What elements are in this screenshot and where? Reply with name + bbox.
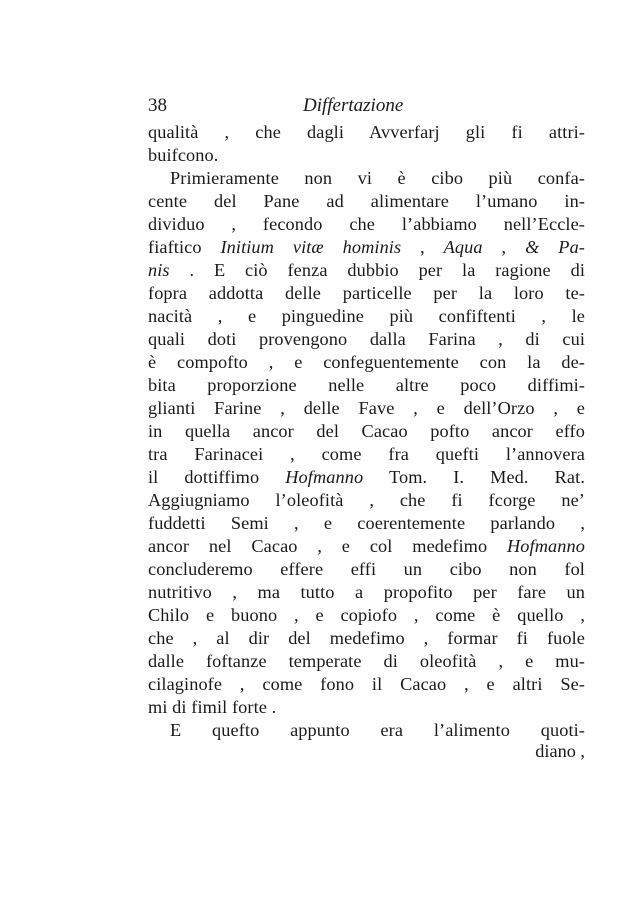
text-run: è compofto , e confeguentemente con la de- xyxy=(148,352,585,372)
text-run: il dottiffimo xyxy=(148,467,286,487)
text-line xyxy=(148,213,585,236)
text-run: dalle foftanze temperate di oleofità , e mu- xyxy=(148,651,585,671)
italic-text: Aqua xyxy=(443,237,483,257)
text-run: nacità , e pinguedine più confiftenti , le xyxy=(148,306,585,326)
text-run: fuddetti Semi , e coerentemente parlando , xyxy=(148,513,585,533)
text-line xyxy=(148,696,585,719)
text-run: bita proporzione nelle altre poco diffimi- xyxy=(148,375,585,395)
page-header xyxy=(148,95,448,121)
text-line xyxy=(148,581,585,604)
running-head: Differtazione xyxy=(303,95,404,116)
text-run: concluderemo effere effi un cibo non fol xyxy=(148,559,585,579)
text-line xyxy=(148,535,585,558)
text-line xyxy=(148,121,585,144)
text-line xyxy=(148,673,585,696)
text-run: cilaginofe , come fono il Cacao , e altri Se- xyxy=(148,674,585,694)
text-line xyxy=(148,259,585,282)
text-line xyxy=(148,236,585,259)
text-run: Tom. I. Med. Rat. xyxy=(363,467,585,487)
italic-text: Hofmanno xyxy=(285,467,364,487)
body-text xyxy=(148,121,585,742)
catchword: diano , xyxy=(535,741,585,761)
text-line xyxy=(148,443,585,466)
text-run: in quella ancor del Cacao pofto ancor effo xyxy=(148,421,585,441)
text-run: Primieramente non vi è cibo più confa- xyxy=(170,168,585,188)
text-line xyxy=(148,190,585,213)
text-run: dividuo , fecondo che l’abbiamo nell’Eccle- xyxy=(148,214,585,234)
text-line xyxy=(148,351,585,374)
text-line xyxy=(148,719,585,742)
text-line xyxy=(148,374,585,397)
page-number: 38 xyxy=(148,95,167,116)
text-run: , xyxy=(482,237,526,257)
italic-text: Initium vitæ hominis xyxy=(220,237,402,257)
text-run: , xyxy=(401,237,444,257)
text-line xyxy=(148,627,585,650)
text-line xyxy=(148,420,585,443)
text-run: tra Farinacei , come fra quefti l’annovera xyxy=(148,444,585,464)
text-run: che , al dir del medefimo , formar fi fuole xyxy=(148,628,585,648)
text-run: fiaftico xyxy=(148,237,221,257)
text-run: quali doti provengono dalla Farina , di cui xyxy=(148,329,585,349)
text-line xyxy=(148,305,585,328)
text-line xyxy=(148,604,585,627)
text-line xyxy=(148,650,585,673)
text-line xyxy=(148,328,585,351)
text-line xyxy=(148,282,585,305)
text-line xyxy=(148,167,585,190)
text-run: ancor nel Cacao , e col medefimo xyxy=(148,536,507,556)
text-run: E quefto appunto era l’alimento quoti- xyxy=(170,720,585,740)
italic-text: & Pa- xyxy=(525,237,585,257)
text-line xyxy=(148,512,585,535)
text-run: cente del Pane ad alimentare l’umano in- xyxy=(148,191,585,211)
text-line xyxy=(148,489,585,512)
text-run: . E ciò fenza dubbio per la ragione di xyxy=(169,260,585,280)
text-run: mi di fimil forte . xyxy=(148,697,277,717)
text-run: fopra addotta delle particelle per la loro te- xyxy=(148,283,585,303)
text-line xyxy=(148,144,585,167)
text-run: qualità , che dagli Avverfarj gli fi attri- xyxy=(148,122,585,142)
text-run: Chilo e buono , e copiofo , come è quello , xyxy=(148,605,585,625)
italic-text: Hofmanno xyxy=(507,536,585,556)
text-run: nutritivo , ma tutto a propofito per fare un xyxy=(148,582,585,602)
text-line xyxy=(148,466,585,489)
text-run: Aggiugniamo l’oleofità , che fi fcorge ne’ xyxy=(148,490,585,510)
text-line xyxy=(148,397,585,420)
italic-text: nis xyxy=(148,260,170,280)
text-run: glianti Farine , delle Fave , e dell’Orzo , e xyxy=(148,398,585,418)
text-run: buifcono. xyxy=(148,145,219,165)
text-line xyxy=(148,558,585,581)
